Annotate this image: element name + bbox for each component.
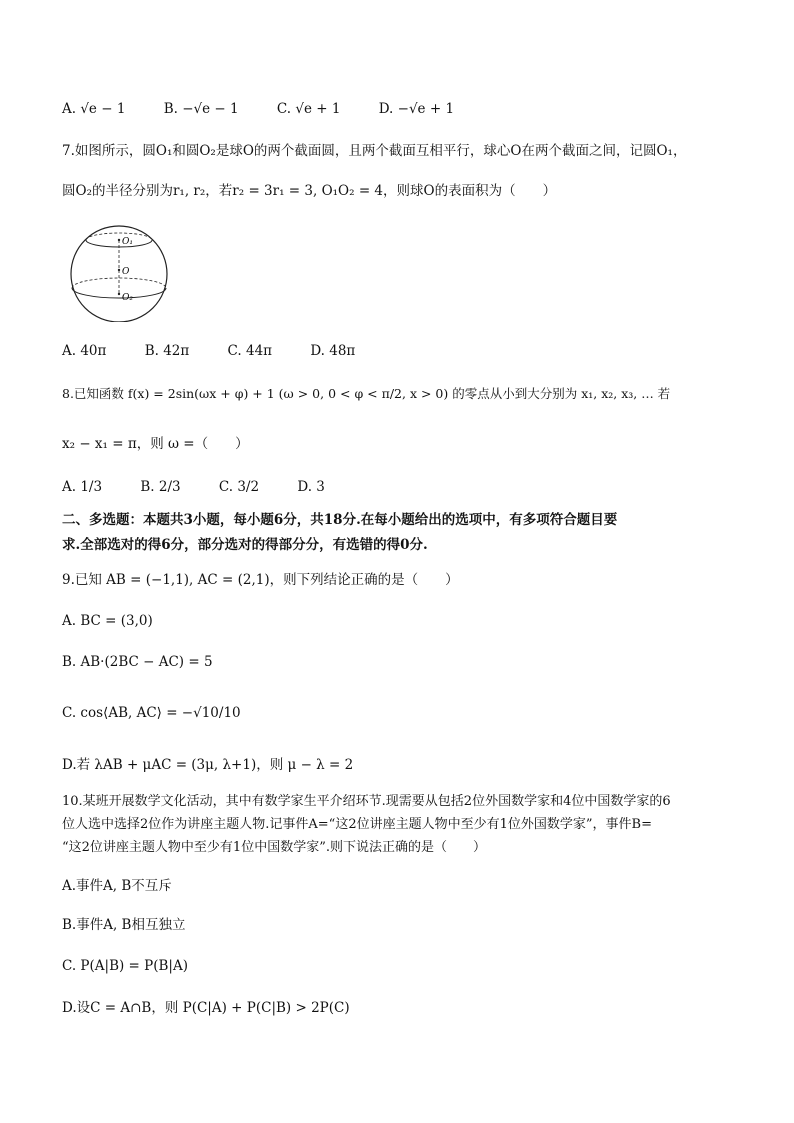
q10-option-d: D.设C = A∩B，则 P(C|A) + P(C|B) > 2P(C) [62,1000,350,1016]
section2-heading-line1: 二、多选题：本题共3小题，每小题6分，共18分.在每小题给出的选项中，有多项符合题目要 [62,512,618,528]
q9-option-b: B. AB·(2BC − AC) = 5 [62,654,213,670]
q10-option-b: B.事件A, B相互独立 [62,917,186,933]
q7-options [62,341,389,361]
q9-option-d: D.若 λAB + μAC = (3μ, λ+1)，则 μ − λ = 2 [62,757,354,773]
q10-option-a: A.事件A, B不互斥 [62,878,172,894]
q9-option-c: C. cos⟨AB, AC⟩ = −√10/10 [62,705,241,721]
q6-options [62,99,488,119]
q10-stem-line2: 位人选中选择2位作为讲座主题人物.记事件A=“这2位讲座主题人物中至少有1位外国数学家”，事件B= [62,817,652,832]
q7-option-c: C. 44π [227,343,273,359]
q9-option-a: A. BC = (3,0) [62,613,153,629]
q6-option-d: D. −√e + 1 [378,101,455,117]
q8-stem-line1: 8.已知函数 f(x) = 2sin(ωx + φ) + 1 (ω > 0, 0 < φ < π/2, x > 0) 的零点从小到大分别为 x₁, x₂, x₃, … 若 [62,386,671,401]
q8-option-d: D. 3 [297,479,325,495]
label-o2: O₂ [122,293,133,303]
q10-stem-line1: 10.某班开展数学文化活动，其中有数学家生平介绍环节.现需要从包括2位外国数学家和4位中国数学家的6 [62,794,671,809]
q7-option-a: A. 40π [62,343,107,359]
q7-stem-line1: 7.如图所示，圆O₁和圆O₂是球O的两个截面圆，且两个截面互相平行，球心O在两个截面之间，记圆O₁， [62,143,687,159]
q6-option-a: A. √e − 1 [62,101,126,117]
q10-stem-line3: “这2位讲座主题人物中至少有1位中国数学家”.则下说法正确的是（ ） [62,840,486,855]
q8-stem-line2: x₂ − x₁ = π，则 ω =（ ） [62,436,249,452]
q8-option-a: A. 1/3 [62,479,103,495]
q7-option-d: D. 48π [310,343,356,359]
q7-stem-line2: 圆O₂的半径分别为r₁, r₂，若r₂ = 3r₁ = 3, O₁O₂ = 4，则球O的表面积为（ ） [62,183,557,199]
q6-option-c: C. √e + 1 [276,101,341,117]
sphere-figure [64,222,174,322]
q6-option-b: B. −√e − 1 [163,101,239,117]
q8-option-c: C. 3/2 [218,479,260,495]
label-o1: O₁ [122,237,133,247]
q9-stem: 9.已知 AB = (−1,1), AC = (2,1)，则下列结论正确的是（ ） [62,572,459,588]
q10-option-c: C. P(A|B) = P(B|A) [62,958,188,974]
q7-option-b: B. 42π [144,343,190,359]
label-o: O [122,267,130,277]
section2-heading-line2: 求.全部选对的得6分，部分选对的得部分分，有选错的得0分. [62,537,428,553]
q8-options [62,477,359,497]
q8-option-b: B. 2/3 [140,479,181,495]
